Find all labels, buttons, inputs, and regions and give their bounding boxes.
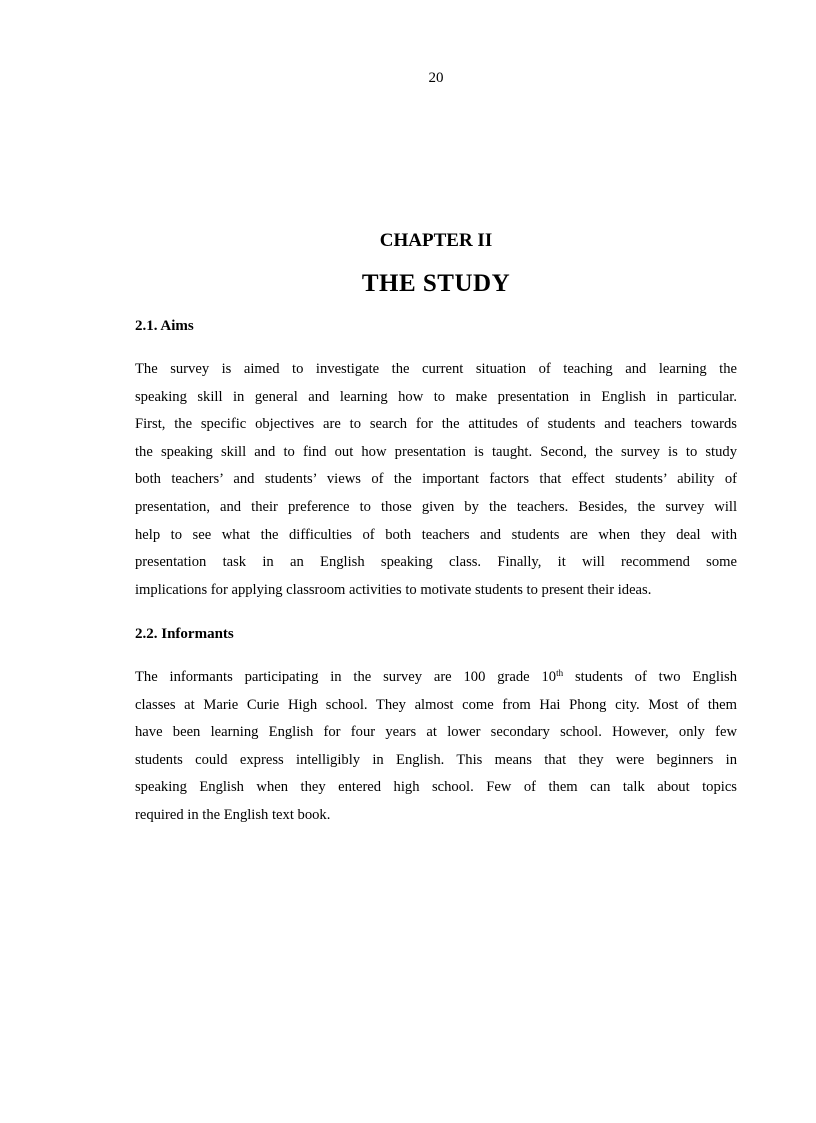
section-body-aims — [135, 356, 737, 604]
text-line: First, the specific objectives are to search for the attitudes of students and teachers towards — [135, 416, 737, 433]
text-fragment: The informants participating in the survey are 100 grade 10 — [135, 669, 557, 685]
text-line: speaking skill in general and learning how to make presentation in English in particular. — [135, 388, 737, 405]
text-line: presentation task in an English speaking class. Finally, it will recommend some — [135, 554, 737, 571]
section-body-informants — [135, 664, 737, 830]
text-line: help to see what the difficulties of both teachers and students are when they deal with — [135, 526, 737, 543]
text-line: required in the English text book. — [135, 806, 331, 823]
section-heading-informants: 2.2. Informants — [135, 626, 234, 642]
ordinal-superscript: th — [556, 668, 564, 678]
text-line: the speaking skill and to find out how presentation is taught. Second, the survey is to study — [135, 443, 737, 460]
text-line: both teachers’ and students’ views of the important factors that effect students’ ability of — [135, 471, 737, 488]
text-line: classes at Marie Curie High school. They almost come from Hai Phong city. Most of them — [135, 696, 737, 713]
text-line: presentation, and their preference to those given by the teachers. Besides, the survey will — [135, 498, 737, 515]
section-heading-aims: 2.1. Aims — [135, 318, 194, 334]
page-number: 20 — [428, 70, 444, 86]
text-line: speaking English when they entered high school. Few of them can talk about topics — [135, 779, 737, 796]
text-fragment: students of two English — [563, 669, 737, 685]
text-line: The survey is aimed to investigate the current situation of teaching and learning the — [135, 361, 737, 377]
text-line: have been learning English for four years at lower secondary school. However, only few — [135, 724, 737, 741]
text-line — [135, 664, 737, 692]
chapter-title: THE STUDY — [361, 270, 511, 297]
chapter-label: CHAPTER II — [379, 230, 493, 251]
text-line: implications for applying classroom activities to motivate students to present their ideas. — [135, 581, 652, 598]
text-line: students could express intelligibly in English. This means that they were beginners in — [135, 751, 737, 768]
